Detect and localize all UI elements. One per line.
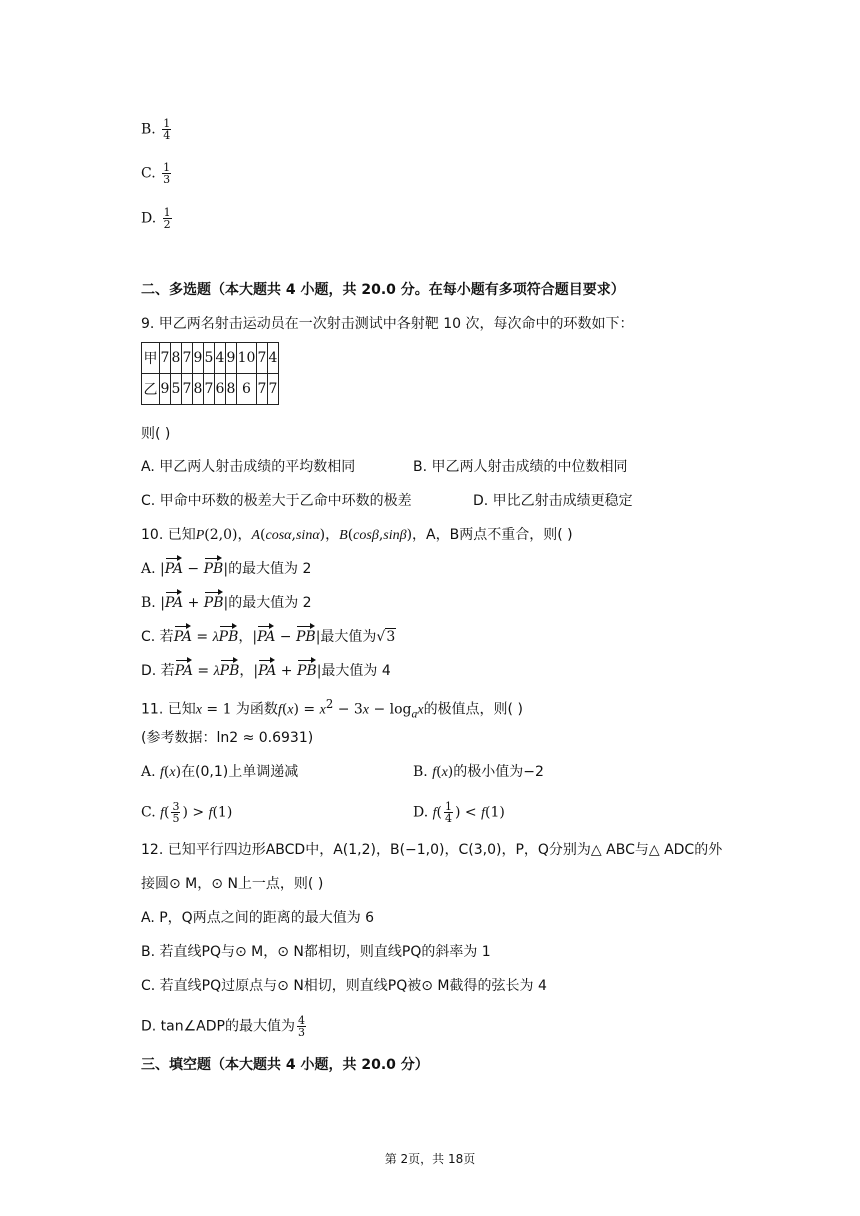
table-cell: 7 bbox=[182, 343, 193, 374]
numerator: 4 bbox=[297, 1014, 305, 1027]
score-table bbox=[141, 342, 279, 405]
fraction bbox=[162, 162, 171, 185]
question-12-option-d bbox=[141, 1015, 308, 1038]
option-label: B. bbox=[141, 121, 156, 138]
question-11-option-b: B. f(x)的极小值为−2 bbox=[413, 764, 544, 780]
table-cell: 甲 bbox=[142, 343, 160, 374]
numerator: 1 bbox=[163, 117, 171, 130]
question-9-option-b: B. 甲乙两人射击成绩的中位数相同 bbox=[413, 459, 628, 475]
option-label: C. bbox=[141, 165, 156, 182]
table-cell: 9 bbox=[160, 374, 171, 405]
question-11-middle: 为函数 bbox=[231, 701, 278, 718]
table-cell: 7 bbox=[182, 374, 193, 405]
denominator: 4 bbox=[163, 129, 171, 142]
question-10-option-a: A. |PA − PB|的最大值为 2 bbox=[141, 561, 312, 577]
table-cell: 5 bbox=[171, 374, 182, 405]
question-9-then: 则( ) bbox=[141, 426, 171, 442]
table-cell: 7 bbox=[160, 343, 171, 374]
question-12-option-c: C. 若直线PQ过原点与⊙ N相切，则直线PQ被⊙ M截得的弦长为 4 bbox=[141, 978, 547, 994]
question-11-option-c: C. f( $\frac{3}{5}$ ) > f(1) bbox=[141, 800, 233, 825]
question-11-suffix: 的极值点，则( ) bbox=[423, 701, 523, 718]
section-heading-fill-blank: 三、填空题（本大题共 4 小题，共 20.0 分） bbox=[141, 1057, 429, 1073]
option-text: 的最大值为 2 bbox=[228, 561, 312, 577]
page-footer: 第 2页，共 18页 bbox=[384, 1152, 476, 1166]
option-b-prev bbox=[141, 118, 173, 141]
table-cell: 5 bbox=[204, 343, 215, 374]
table-cell: 6 bbox=[237, 374, 257, 405]
question-9-option-d: D. 甲比乙射击成绩更稳定 bbox=[473, 493, 633, 509]
question-11-option-a: A. f(x)在(0,1)上单调递减 bbox=[141, 764, 299, 780]
numerator: 1 bbox=[163, 206, 171, 219]
option-text: D. tan∠ADP的最大值为 bbox=[141, 1018, 295, 1035]
question-10-option-d: D. 若PA = λPB，|PA + PB|最大值为 4 bbox=[141, 663, 391, 679]
question-9-option-a: A. 甲乙两人射击成绩的平均数相同 bbox=[141, 459, 356, 475]
fraction bbox=[297, 1015, 306, 1038]
table-row bbox=[142, 343, 279, 374]
table-cell: 4 bbox=[268, 343, 279, 374]
option-text: 最大值为 4 bbox=[321, 663, 391, 679]
table-cell: 8 bbox=[171, 343, 182, 374]
question-12-stem-line2: 接圆⊙ M，⊙ N上一点，则( ) bbox=[141, 876, 324, 892]
question-11-reference: (参考数据：ln2 ≈ 0.6931) bbox=[141, 730, 314, 746]
table-cell: 6 bbox=[215, 374, 226, 405]
option-d-prev bbox=[141, 207, 174, 230]
table-cell: 乙 bbox=[142, 374, 160, 405]
denominator: 3 bbox=[163, 173, 171, 186]
question-9-stem: 9. 甲乙两名射击运动员在一次射击测试中各射靶 10 次，每次命中的环数如下： bbox=[141, 316, 634, 332]
table-cell: 10 bbox=[237, 343, 257, 374]
table-cell: 7 bbox=[204, 374, 215, 405]
table-cell: 4 bbox=[215, 343, 226, 374]
question-10-prefix: 10. 已知 bbox=[141, 527, 196, 543]
fraction bbox=[162, 118, 171, 141]
math-expr: P bbox=[195, 528, 205, 543]
option-text: 在(0,1)上单调递减 bbox=[181, 764, 299, 780]
question-12-option-a: A. P，Q两点之间的距离的最大值为 6 bbox=[141, 910, 375, 926]
question-10-suffix: ，A，B两点不重合，则( ) bbox=[412, 527, 573, 543]
question-11-stem: 11. 已知x = 1 为函数$f(x) = x^2 - 3x - \log_ax$的极值点，则( ) bbox=[141, 697, 523, 721]
table-cell: 9 bbox=[226, 343, 237, 374]
question-12-stem-line1: 12. 已知平行四边形ABCD中，A(1,2)，B(−1,0)，C(3,0)，P，Q分别为△ ABC与△ ADC的外 bbox=[141, 842, 723, 858]
fraction bbox=[163, 207, 172, 230]
table-row bbox=[142, 374, 279, 405]
math-expr: A bbox=[251, 528, 261, 543]
question-10-option-c: C. 若PA = λPB，|PA − PB|最大值为√3 bbox=[141, 629, 396, 645]
question-9-option-c: C. 甲命中环数的极差大于乙命中环数的极差 bbox=[141, 493, 412, 509]
question-11-option-d: D. f( $\frac{1}{4}$ ) < f(1) bbox=[413, 800, 505, 825]
denominator: 3 bbox=[297, 1026, 305, 1039]
table-cell: 8 bbox=[193, 374, 204, 405]
table-cell: 7 bbox=[257, 374, 268, 405]
option-text: 的最大值为 2 bbox=[228, 595, 312, 611]
table-cell: 8 bbox=[226, 374, 237, 405]
denominator: 2 bbox=[163, 218, 171, 231]
option-text: 的极小值为−2 bbox=[453, 764, 544, 780]
question-11-prefix: 11. 已知 bbox=[141, 701, 196, 718]
table-cell: 7 bbox=[257, 343, 268, 374]
option-label: D. bbox=[141, 210, 157, 227]
table-cell: 7 bbox=[268, 374, 279, 405]
numerator: 1 bbox=[163, 161, 171, 174]
question-12-option-b: B. 若直线PQ与⊙ M，⊙ N都相切，则直线PQ的斜率为 1 bbox=[141, 944, 491, 960]
option-c-prev bbox=[141, 162, 173, 185]
option-text: 最大值为 bbox=[320, 629, 377, 645]
question-10-option-b: B. |PA + PB|的最大值为 2 bbox=[141, 595, 312, 611]
question-10-stem: 10. 已知P(2,0)，A(cosα,sinα)，B(cosβ,sinβ)，A，B两点不重合，则( ) bbox=[141, 527, 573, 543]
section-heading-multi-choice: 二、多选题（本大题共 4 小题，共 20.0 分。在每小题有多项符合题目要求） bbox=[141, 282, 625, 298]
table-cell: 9 bbox=[193, 343, 204, 374]
